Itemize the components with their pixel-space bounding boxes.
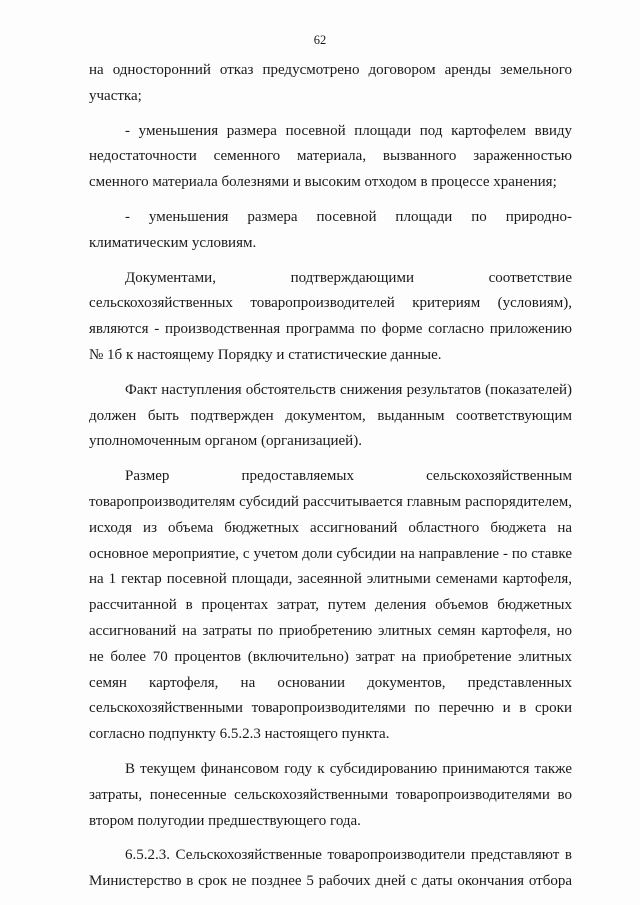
- list-item-climate: - уменьшения размера посевной площади по природно-климатическим условиям.: [89, 208, 572, 251]
- page-number: 62: [313, 33, 327, 47]
- document-body: [89, 58, 572, 895]
- paragraph-6-5-2-3: 6.5.2.3. Сельскохозяйственные товаропроизводители представляют в Министерство в срок не позднее 5 рабочих дней с даты окончания отбора: [89, 847, 572, 890]
- paragraph-documents: Документами, подтверждающими соответствие сельскохозяйственных товаропроизводителей критериям (условиям), являются - производственная программа по форме согласно приложению № 1б к настоящему Порядку и статистические данные.: [89, 269, 572, 363]
- paragraph-subsidy-size: Размер предоставляемых сельскохозяйственным товаропроизводителям субсидий рассчитывается главным распорядителем, исходя из объема бюджетных ассигнований областного бюджета на основное мероприятие, с учетом доли субсидии на направление - по ставке на 1 гектар посевной площади, засеянной элитными семенами картофеля, рассчитанной в процентах затрат, путем деления объемов бюджетных ассигнований на затраты по приобретению элитных семян картофеля, но не более 70 процентов (включительно) затрат на приобретение элитных семян картофеля, на основании документов, представленных сельскохозяйственными товаропроизводителями по перечню и в сроки согласно подпункту 6.5.2.3 настоящего пункта.: [89, 468, 572, 743]
- paragraph-continuation: на односторонний отказ предусмотрено договором аренды земельного участка;: [89, 62, 572, 104]
- paragraph-current-year: В текущем финансовом году к субсидированию принимаются также затраты, понесенные сельскохозяйственными товаропроизводителями во втором полугодии предшествующего года.: [89, 760, 572, 829]
- list-item-seed-shortage: - уменьшения размера посевной площади под картофелем ввиду недостаточности семенного материала, вызванного зараженностью сменного материала болезнями и высоким отходом в процессе хранения;: [89, 122, 572, 191]
- paragraph-fact: Факт наступления обстоятельств снижения результатов (показателей) должен быть подтвержден документом, выданным соответствующим уполномоченным органом (организацией).: [89, 381, 572, 450]
